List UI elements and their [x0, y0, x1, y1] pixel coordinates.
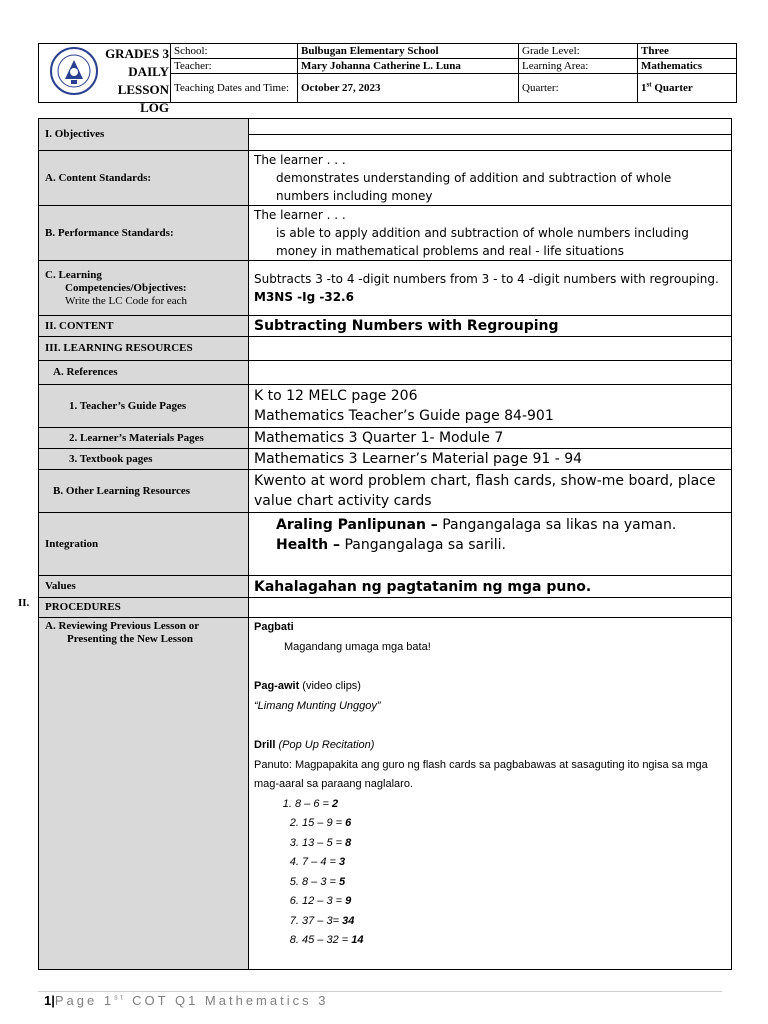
drill-item: 7. 37 – 3= 34: [302, 912, 726, 932]
objectives-label: I. Objectives: [39, 119, 249, 151]
content-label: II. CONTENT: [39, 316, 249, 337]
drill-line: Drill (Pop Up Recitation): [254, 739, 375, 751]
page-footer: 1|Page 1st COT Q1 Mathematics 3: [44, 993, 329, 1008]
integration-label: Integration: [39, 513, 249, 576]
pagbati-text: Magandang umaga mga bata!: [284, 640, 431, 653]
header-title-cell: [39, 44, 171, 115]
review-lesson-label: A. Reviewing Previous Lesson or Presenting the New Lesson: [39, 618, 249, 970]
drill-item: 6. 12 – 3 = 9: [302, 892, 726, 912]
objectives-blank-2: [249, 135, 732, 151]
pagawit-line: Pag-awit (video clips): [254, 680, 361, 692]
values-value: Kahalagahan ng pagtatanim ng mga puno.: [249, 576, 732, 598]
competencies-value: Subtracts 3 -to 4 -digit numbers from 3 - to 4 -digit numbers with regrouping. M3NS -Ig -32.6: [249, 261, 732, 316]
drill-item: 8. 45 – 32 = 14: [302, 931, 726, 951]
content-value: Subtracting Numbers with Regrouping: [249, 316, 732, 337]
references-label: A. References: [39, 361, 249, 385]
performance-standards-label: B. Performance Standards:: [39, 206, 249, 261]
content-standards-label: A. Content Standards:: [39, 151, 249, 206]
teachers-guide-label: 1. Teacher’s Guide Pages: [39, 385, 249, 428]
footer-divider: [38, 991, 722, 992]
learning-area-value: Mathematics: [638, 59, 737, 74]
lc-code: M3NS -Ig -32.6: [254, 290, 354, 304]
quarter-value: 1st Quarter: [638, 74, 737, 103]
teacher-label: Teacher:: [171, 59, 298, 74]
textbook-label: 3. Textbook pages: [39, 449, 249, 470]
learners-materials-label: 2. Learner’s Materials Pages: [39, 428, 249, 449]
drill-item: 4. 7 – 4 = 3: [302, 853, 726, 873]
grade-level-label: Grade Level:: [519, 44, 638, 59]
competencies-label: C. Learning Competencies/Objectives: Write the LC Code for each: [39, 261, 249, 316]
learning-area-label: Learning Area:: [519, 59, 638, 74]
procedures-blank: [249, 598, 732, 618]
lesson-log-table: [38, 118, 732, 970]
drill-item: 3. 13 – 5 = 8: [302, 834, 726, 854]
procedures-number: II.: [18, 597, 30, 609]
values-label: Values: [39, 576, 249, 598]
learning-resources-blank: [249, 337, 732, 361]
teaching-dates-label: Teaching Dates and Time:: [171, 74, 298, 103]
quarter-label: Quarter:: [519, 74, 638, 103]
learners-materials-value: Mathematics 3 Quarter 1- Module 7: [249, 428, 732, 449]
procedures-label: PROCEDURES: [39, 598, 249, 618]
school-label: School:: [171, 44, 298, 59]
objectives-blank-1: [249, 119, 732, 135]
teachers-guide-value: K to 12 MELC page 206 Mathematics Teacher’s Guide page 84-901: [249, 385, 732, 428]
textbook-value: Mathematics 3 Learner’s Material page 91 - 94: [249, 449, 732, 470]
drill-list: [254, 795, 726, 951]
drill-item: 1. 8 – 6 = 2: [295, 795, 726, 815]
teaching-dates-value: October 27, 2023: [298, 74, 519, 103]
song-title: “Limang Munting Unggoy”: [254, 699, 381, 712]
drill-item: 5. 8 – 3 = 5: [302, 873, 726, 893]
header-title: GRADES 3 DAILY LESSON LOG: [105, 46, 169, 115]
review-lesson-content: [249, 618, 732, 970]
references-blank: [249, 361, 732, 385]
performance-standards-value: The learner . . . is able to apply addition and subtraction of whole numbers including money in mathematical problems and real - life situations: [249, 206, 732, 261]
other-resources-value: Kwento at word problem chart, flash cards, show-me board, place value chart activity cards: [249, 470, 732, 513]
pagbati-title: Pagbati: [254, 621, 294, 633]
grade-level-value: Three: [638, 44, 737, 59]
integration-value: Araling Panlipunan – Pangangalaga sa likas na yaman. Health – Pangangalaga sa sarili.: [249, 513, 732, 576]
other-resources-label: B. Other Learning Resources: [39, 470, 249, 513]
learning-resources-label: III. LEARNING RESOURCES: [39, 337, 249, 361]
header-table: [38, 43, 737, 115]
content-standards-value: The learner . . . demonstrates understanding of addition and subtraction of whole numbers including money: [249, 151, 732, 206]
school-value: Bulbugan Elementary School: [298, 44, 519, 59]
drill-item: 2. 15 – 9 = 6: [302, 814, 726, 834]
panuto-text: Panuto: Magpapakita ang guro ng flash cards sa pagbabawas at sasaguting ito ngisa sa mga mag-aaral sa paraang naglalaro.: [254, 758, 708, 790]
teacher-value: Mary Johanna Catherine L. Luna: [298, 59, 519, 74]
